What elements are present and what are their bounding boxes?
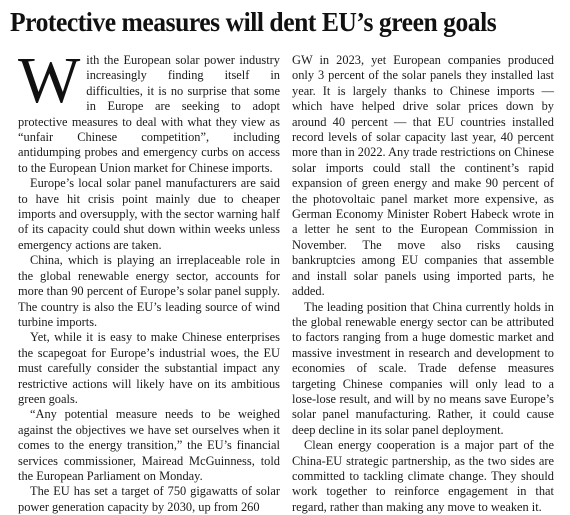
paragraph-1 bbox=[18, 44, 280, 176]
paragraph-6: The EU has set a target of 750 gigawatts of solar power generation capacity by 2030, up from 260 bbox=[18, 484, 280, 514]
paragraph-2: Europe’s local solar panel manufacturers are said to have hit crisis point mainly due to cheaper imports and oversupply, with the sector warning half of its capacity could shut down within weeks unless emergency actions are taken. bbox=[18, 176, 280, 252]
paragraph-1-text: ith the European solar power industry increasingly finding itself in difficulties, it is no surprise that some in Europe are seeking to adopt protective measures to deal with what they view as “unfair Chinese competition”, including antidumping probes and emergency curbs on access to the European Union market for Chinese imports. bbox=[18, 53, 280, 175]
paragraph-7: GW in 2023, yet European companies produced only 3 percent of the solar panels they installed last year. It is largely thanks to Chinese imports — which have helped drive solar prices down by around 40 percent — that EU countries installed record levels of solar capacity last year, 40 percent more than in 2022. Any trade restrictions on Chinese solar imports could stall the continent’s rapid expansion of green energy and make 90 percent of the photovoltaic panel market more expensive, as German Economy Minister Robert Habeck wrote in a letter he sent to the European Commission in November. The move also risks causing bankruptcies among EU companies that assemble and install solar panels using imported parts, he added. bbox=[292, 53, 554, 299]
paragraph-4: Yet, while it is easy to make Chinese enterprises the scapegoat for Europe’s industrial woes, the EU must carefully consider the substantial impact any restrictive actions will likely have on its ambitious green goals. bbox=[18, 330, 280, 406]
left-column bbox=[18, 44, 280, 515]
drop-cap: W bbox=[18, 44, 81, 117]
paragraph-8: The leading position that China currently holds in the global renewable energy sector can be attributed to factors ranging from a huge domestic market and massive investment in research and development to economies of scale. Trade defense measures targeting Chinese companies will only lead to a lose-lose result, and will by no means save Europe’s solar panel manufacturing. Rather, it could cause deep decline in its solar panel deployment. bbox=[292, 299, 554, 437]
headline: Protective measures will dent EU’s green goals bbox=[10, 6, 497, 37]
right-column bbox=[292, 53, 554, 515]
paragraph-5: “Any potential measure needs to be weighed against the objectives we have set ourselves when it comes to the energy transition,” the EU’s financial services commissioner, Mairead McGuinness, told the European Parliament on Monday. bbox=[18, 407, 280, 483]
paragraph-3: China, which is playing an irreplaceable role in the global renewable energy sector, accounts for more than 90 percent of Europe’s solar panel supply. The country is also the EU’s leading source of wind turbine imports. bbox=[18, 253, 280, 329]
paragraph-9: Clean energy cooperation is a major part of the China-EU strategic partnership, as the two sides are committed to tackling climate change. They should work together to reinforce engagement in that regard, rather than making any move to weaken it. bbox=[292, 438, 554, 514]
